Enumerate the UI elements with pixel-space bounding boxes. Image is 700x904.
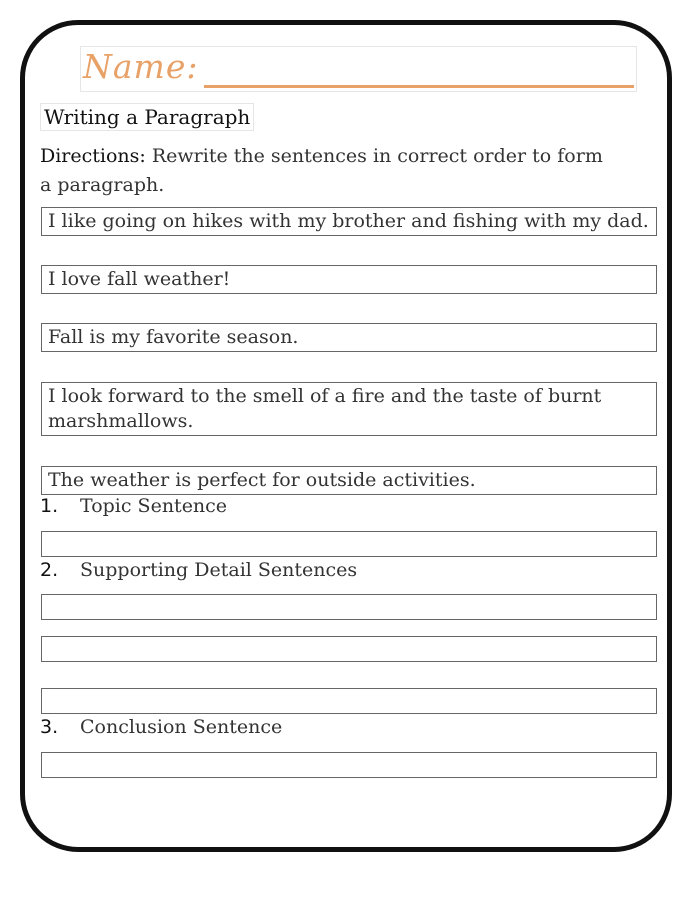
section-number: 3. <box>40 716 59 738</box>
sentence-box: I like going on hikes with my brother and fishing with my dad. <box>41 207 657 236</box>
supporting-answer-box[interactable] <box>41 688 657 714</box>
section-heading-supporting <box>40 559 357 581</box>
directions-text: Rewrite the sentences in correct order to form a paragraph. <box>40 145 603 196</box>
sentence-box: Fall is my favorite season. <box>41 323 657 352</box>
section-label: Supporting Detail Sentences <box>80 559 358 581</box>
page-title: Writing a Paragraph <box>40 103 254 131</box>
topic-answer-box[interactable] <box>41 531 657 557</box>
sentence-box: I love fall weather! <box>41 265 657 294</box>
directions <box>40 142 620 200</box>
name-field[interactable] <box>80 46 637 92</box>
section-number: 1. <box>40 495 59 517</box>
section-heading-conclusion <box>40 716 282 738</box>
section-label: Conclusion Sentence <box>80 716 283 738</box>
name-label: Name: <box>83 47 199 86</box>
supporting-answer-box[interactable] <box>41 594 657 620</box>
supporting-answer-box[interactable] <box>41 636 657 662</box>
section-label: Topic Sentence <box>80 495 228 517</box>
section-number: 2. <box>40 559 59 581</box>
conclusion-answer-box[interactable] <box>41 752 657 778</box>
sentence-box: The weather is perfect for outside activities. <box>41 466 657 495</box>
directions-label: Directions: <box>40 145 146 167</box>
section-heading-topic <box>40 495 227 517</box>
name-underline[interactable] <box>204 85 634 88</box>
sentence-box: I look forward to the smell of a fire and the taste of burnt marshmallows. <box>41 382 657 436</box>
